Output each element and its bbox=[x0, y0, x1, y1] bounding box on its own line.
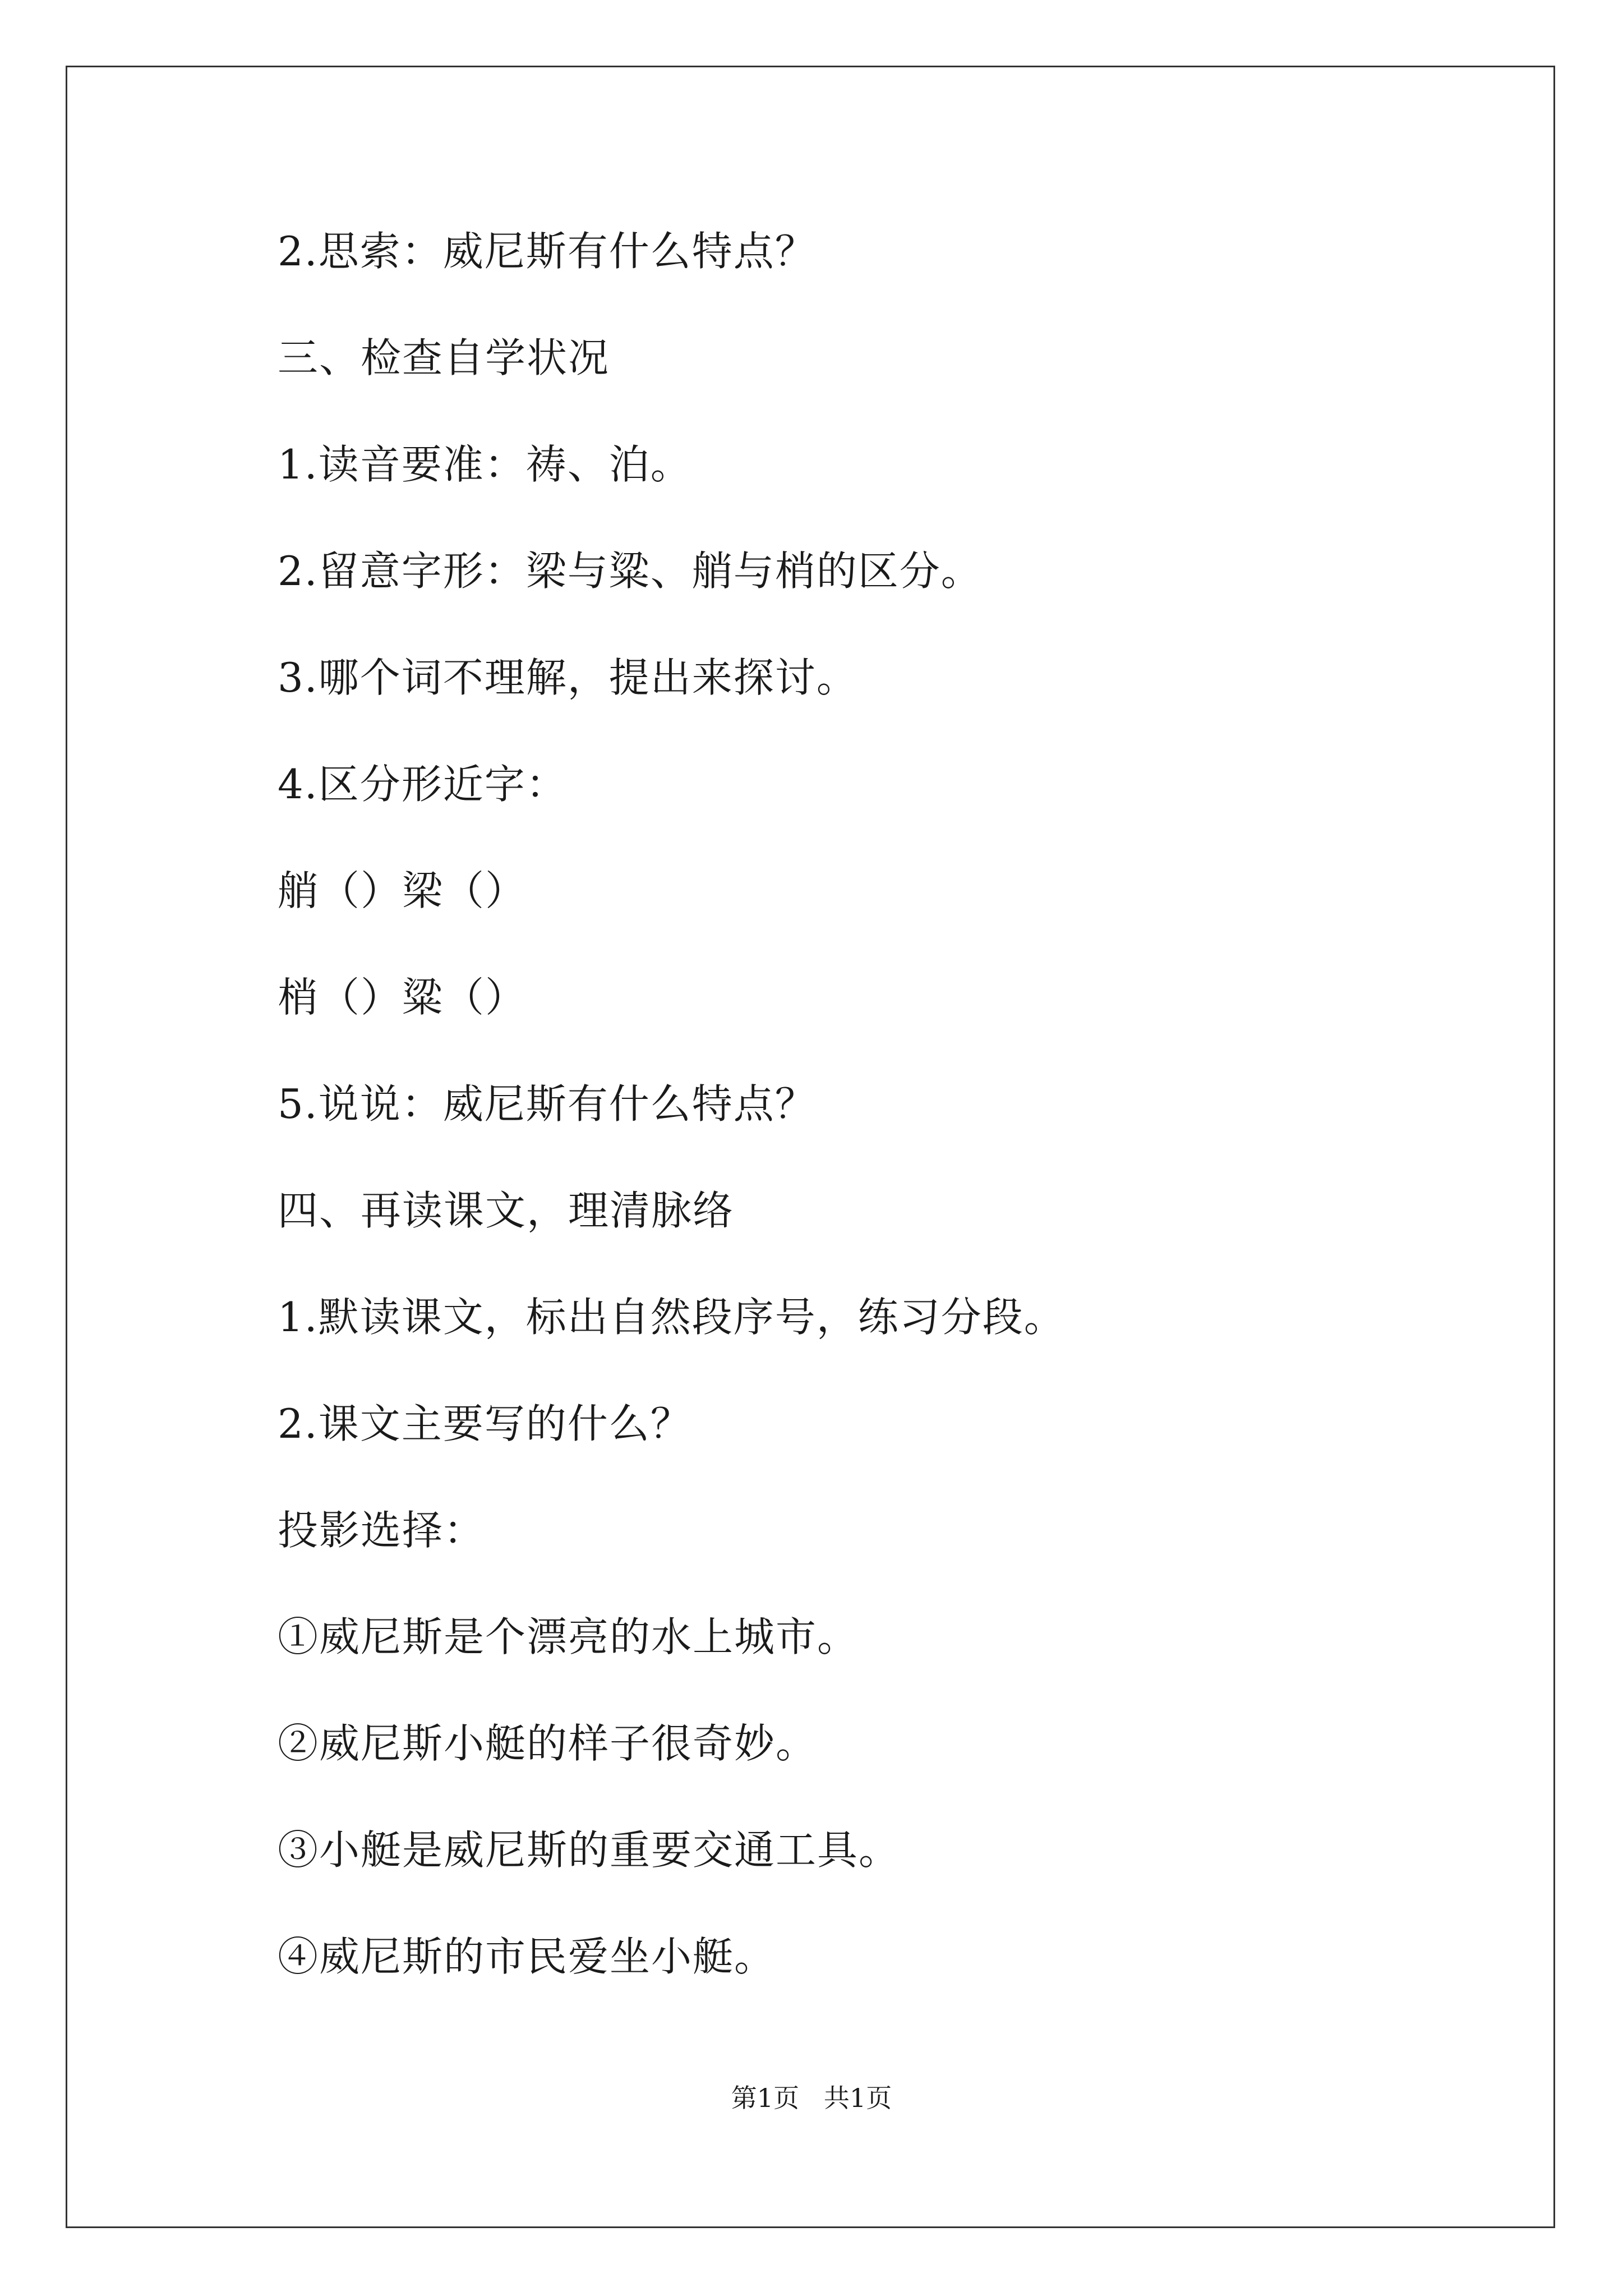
option-line-4: ④威尼斯的市民爱坐小艇。 bbox=[278, 1933, 776, 1980]
page-footer: 第1页 共1页 bbox=[731, 2083, 892, 2113]
text-line-discuss-words: 3.哪个词不理解，提出来探讨。 bbox=[278, 654, 858, 701]
exercise-line-1: 艄（）梁（） bbox=[278, 867, 527, 914]
page-border bbox=[66, 66, 1555, 2228]
option-line-3: ③小艇是威尼斯的重要交通工具。 bbox=[278, 1826, 901, 1874]
text-line-similar-characters: 4.区分形近字： bbox=[278, 761, 568, 808]
text-line-character-shape: 2.留意字形：梁与粱、艄与梢的区分。 bbox=[278, 547, 983, 595]
text-line-projection-choice: 投影选择： bbox=[278, 1507, 486, 1554]
text-line-silent-reading: 1.默读课文，标出自然段序号，练习分段。 bbox=[278, 1294, 1066, 1341]
exercise-line-2: 梢（）粱（） bbox=[278, 974, 527, 1021]
option-line-1: ①威尼斯是个漂亮的水上城市。 bbox=[278, 1613, 859, 1660]
section-heading-check-self-study: 三、检查自学状况 bbox=[278, 334, 610, 381]
text-line-think-question: 2.思索：威尼斯有什么特点？ bbox=[278, 228, 817, 275]
text-line-main-content: 2.课文主要写的什么？ bbox=[278, 1400, 692, 1447]
text-line-say-features: 5.说说：威尼斯有什么特点？ bbox=[278, 1080, 817, 1128]
section-heading-reread-text: 四、再读课文，理清脉络 bbox=[278, 1187, 735, 1234]
option-line-2: ②威尼斯小艇的样子很奇妙。 bbox=[278, 1720, 818, 1767]
text-line-pronunciation: 1.读音要准：祷、泊。 bbox=[278, 441, 692, 488]
